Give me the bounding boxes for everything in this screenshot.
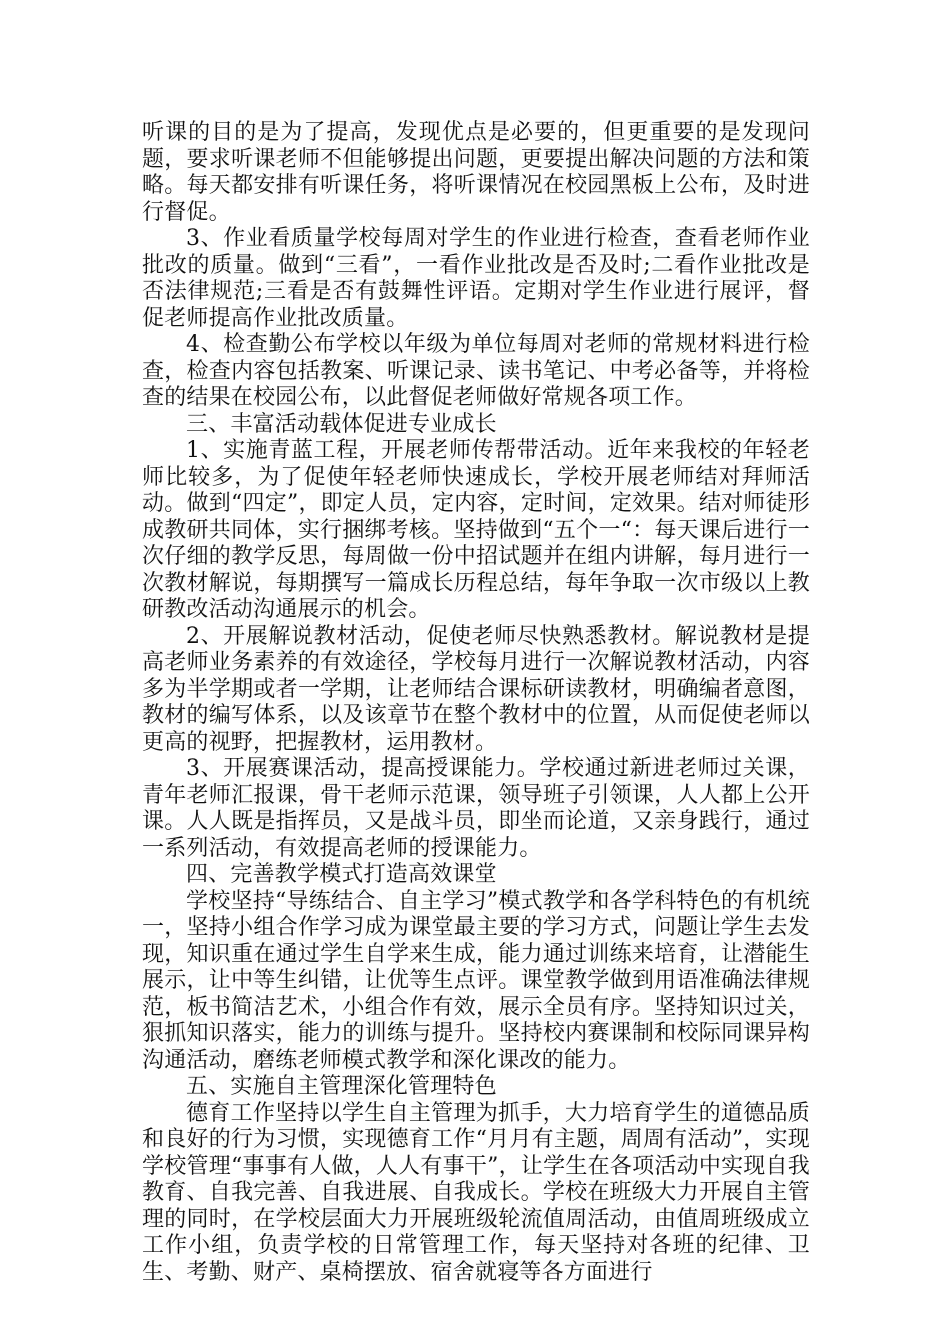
paragraph-textbook-explanation: 2、开展解说教材活动，促使老师尽快熟悉教材。解说教材是提高老师业务素养的有效途径，学校每月进行一次解说教材活动，内容多为半学期或者一学期，让老师结合课标研读教材，明确编者意图，教材的编写体系，以及该章节在整个教材中的位置，从而促使老师以更高的视野，把握教材，运用教材。: [142, 623, 810, 755]
section-heading-teaching-mode: 四、完善教学模式打造高效课堂: [186, 862, 497, 887]
paragraph-homework-quality: 3、作业看质量学校每周对学生的作业进行检查，查看老师作业批改的质量。做到“三看”，一看作业批改是否及时;二看作业批改是否法律规范;三看是否有鼓舞性评语。定期对学生作业进行展评，督促老师提高作业批改质量。: [142, 226, 810, 331]
paragraph-inspection-publication: 4、检查勤公布学校以年级为单位每周对老师的常规材料进行检查，检查内容包括教案、听课记录、读书笔记、中考必备等，并将检查的结果在校园公布，以此督促老师做好常规各项工作。: [142, 332, 810, 410]
paragraph-teaching-competition: 3、开展赛课活动，提高授课能力。学校通过新进老师过关课，青年老师汇报课，骨干老师示范课，领导班子引领课，人人都上公开课。人人既是指挥员，又是战斗员，即坐而论道，又亲身践行，通过一系列活动，有效提高老师的授课能力。: [142, 756, 810, 861]
paragraph-self-management: 德育工作坚持以学生自主管理为抓手，大力培育学生的道德品质和良好的行为习惯，实现德育工作“月月有主题，周周有活动”，实现学校管理“事事有人做，人人有事干”，让学生在各项活动中实现自我教育、自我完善、自我进展、自我成长。学校在班级大力开展自主管理的同时，在学校层面大力开展班级轮流值周活动，由值周班级成立工作小组，负责学校的日常管理工作，每天坚持对各班的纪律、卫生、考勤、财产、桌椅摆放、宿舍就寝等各方面进行: [142, 1100, 810, 1285]
paragraph-teaching-mode: 学校坚持“导练结合、自主学习”模式教学和各学科特色的有机统一，坚持小组合作学习成为课堂最主要的学习方式，问题让学生去发现，知识重在通过学生自学来生成，能力通过训练来培育，让潜能生展示，让中等生纠错，让优等生点评。课堂教学做到用语准确法律规范，板书简洁艺术，小组合作有效，展示全员有序。坚持知识过关，狠抓知识落实，能力的训练与提升。坚持校内赛课制和校际同课异构沟通活动，磨练老师模式教学和深化课改的能力。: [142, 888, 810, 1073]
section-heading-activities: 三、丰富活动载体促进专业成长: [186, 411, 497, 437]
section-heading-self-management: 五、实施自主管理深化管理特色: [186, 1074, 497, 1099]
document-body: [142, 120, 810, 1286]
paragraph-mentoring-program: 1、实施青蓝工程，开展老师传帮带活动。近年来我校的年轻老师比较多，为了促使年轻老师快速成长，学校开展老师结对拜师活动。做到“四定”，即定人员，定内容，定时间，定效果。结对师徒形成教研共同体，实行捆绑考核。坚持做到“五个一“：每天课后进行一次仔细的教学反思，每周做一份中招试题并在组内讲解，每月进行一次教材解说，每期撰写一篇成长历程总结，每年争取一次市级以上教研教改活动沟通展示的机会。: [142, 438, 810, 622]
paragraph-listening-purpose: 听课的目的是为了提高，发现优点是必要的，但更重要的是发现问题，要求听课老师不但能够提出问题，更要提出解决问题的方法和策略。每天都安排有听课任务，将听课情况在校园黑板上公布，及时进行督促。: [142, 120, 810, 225]
